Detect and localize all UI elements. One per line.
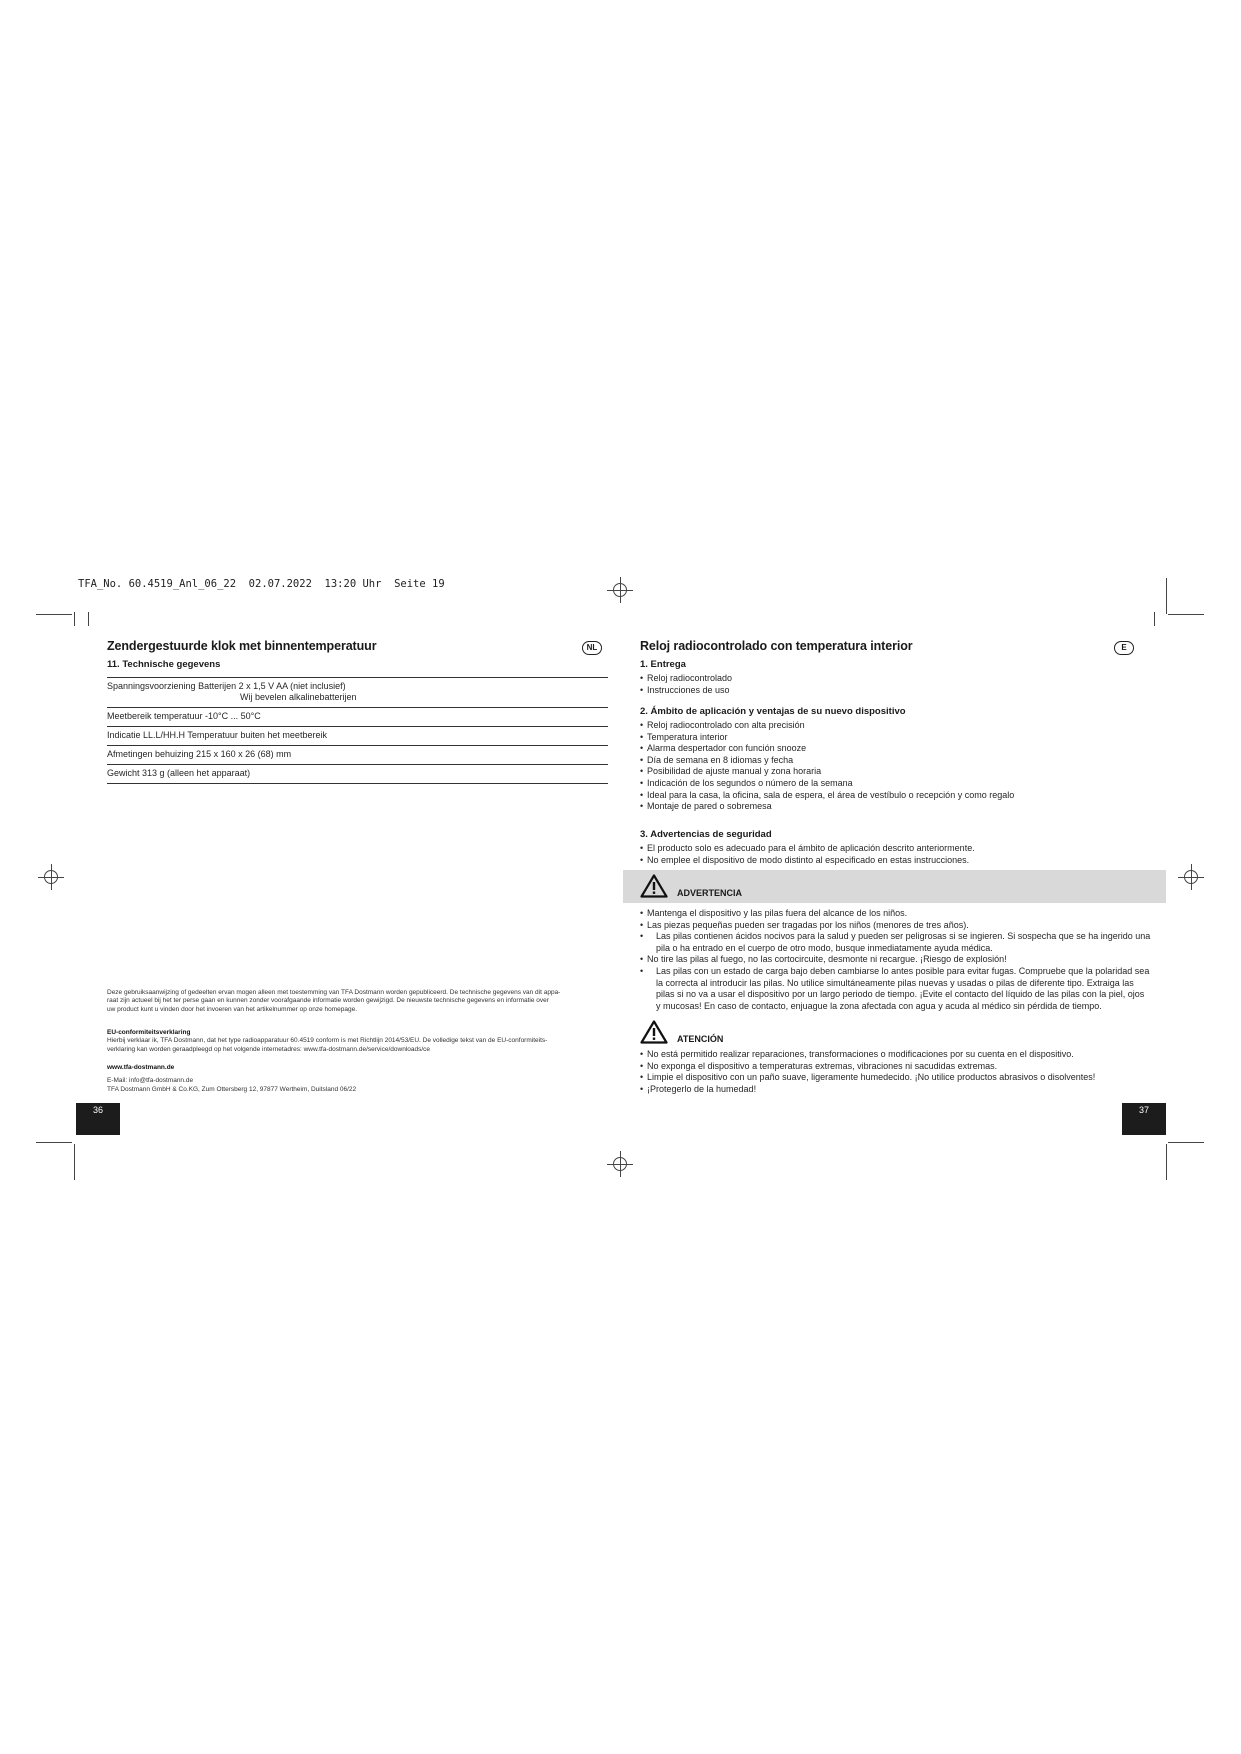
left-page-title: Zendergestuurde klok met binnentemperatuur [107, 639, 377, 653]
registration-mark [38, 864, 64, 890]
list-item: • Alarma despertador con función snooze [640, 743, 1014, 755]
list-item-text: • Las pilas con un estado de carga bajo deben cambiarse lo antes posible para evitar fugas. Compruebe que la polaridad sea [656, 965, 1150, 976]
warning-banner [623, 870, 1166, 903]
language-badge-e: E [1114, 641, 1134, 655]
delivery-list [640, 673, 732, 696]
legal-notice-line: Deze gebruiksaanwijzing of gedeelten ervan mogen alleen met toestemming van TFA Dostmann worden gepubliceerd. De technische gegevens van dit appa- [107, 989, 561, 996]
crop-mark [1166, 578, 1167, 614]
list-item-text: Las piezas pequeñas pueden ser tragadas por los niños (menores de tres años). [647, 919, 969, 930]
list-item [640, 966, 1170, 1012]
eu-declaration-line: verklaring kan worden geraadpleegd op het volgende internetadres: www.tfa-dostmann.de/service/downloads/ce [107, 1045, 431, 1053]
list-item: • Temperatura interior [640, 732, 1014, 744]
section-title-delivery: 1. Entrega [640, 659, 686, 670]
list-item: • El producto solo es adecuado para el ámbito de aplicación descrito anteriormente. [640, 843, 975, 855]
page-number-right: 37 [1122, 1103, 1166, 1135]
list-item: • Posibilidad de ajuste manual y zona horaria [640, 766, 1014, 778]
table-row [107, 726, 608, 745]
table-row [107, 707, 608, 726]
list-item: • Día de semana en 8 idiomas y fecha [640, 755, 1014, 767]
warning-label: ADVERTENCIA [677, 888, 743, 898]
crop-mark [74, 1144, 75, 1180]
crop-mark [88, 612, 89, 626]
list-item: • ¡Protegerlo de la humedad! [640, 1084, 1170, 1096]
list-item [640, 920, 1170, 932]
list-item-text: • Las pilas contienen ácidos nocivos para la salud y pueden ser peligrosas si se ingieren. Si sospecha que se ha ingerido una [656, 931, 1151, 942]
list-item [640, 931, 1170, 954]
features-list [640, 720, 1014, 813]
list-item-text: pilas si no va a usar el dispositivo por un largo periodo de tiempo. ¡Evite el contacto del líquido de las pilas con la piel, ojos [656, 989, 1145, 1000]
list-item-text: No tire las pilas al fuego, no las cortocircuite, desmonte ni recargue. ¡Riesgo de explosión! [647, 954, 1007, 965]
crop-mark [36, 614, 72, 615]
table-cell: Wij bevelen alkalinebatterijen [240, 692, 357, 702]
warning-triangle-icon [640, 874, 668, 898]
table-row [107, 764, 608, 784]
list-item-text: pila o ha entrado en el cuerpo de otro modo, busque inmediatamente ayuda médica. [656, 942, 993, 953]
technical-data-table [107, 677, 608, 784]
legal-notice-line: uw product kunt u vinden door het invoeren van het artikelnummer op onze homepage. [107, 1005, 358, 1013]
list-item: • Reloj radiocontrolado [640, 673, 732, 685]
registration-mark [607, 577, 633, 603]
list-item: • No está permitido realizar reparaciones, transformaciones o modificaciones por su cuenta en el dispositivo. [640, 1049, 1170, 1061]
caution-label: ATENCIÓN [677, 1034, 724, 1044]
crop-mark [1154, 612, 1155, 626]
section-title-scope: 2. Ámbito de aplicación y ventajas de su nuevo dispositivo [640, 706, 906, 717]
table-row [107, 745, 608, 764]
website-text: www.tfa-dostmann.de [107, 1064, 175, 1071]
list-item-text: la correcta al introducir las pilas. No utilice simultáneamente pilas nuevas y usadas o pilas de diferente tipo. Extraiga las [656, 977, 1134, 988]
crop-mark [1168, 1142, 1204, 1143]
table-cell: Afmetingen behuizing 215 x 160 x 26 (68) mm [107, 749, 292, 759]
page-number-left: 36 [76, 1103, 120, 1135]
list-item: • Ideal para la casa, la oficina, sala de espera, el área de vestíbulo o recepción y como regalo [640, 790, 1014, 802]
print-slug: TFA_No. 60.4519_Anl_06_22 02.07.2022 13:20 Uhr Seite 19 [78, 578, 445, 590]
legal-notice-line: raat zijn actueel bij het ter perse gaan en kunnen zonder voorafgaande informatie worden gewijzigd. De nieuwste technische gegevens en informatie over [107, 997, 549, 1005]
right-page-title: Reloj radiocontrolado con temperatura interior [640, 639, 913, 653]
caution-list [640, 1049, 1170, 1095]
eu-declaration [107, 1029, 607, 1054]
list-item: • Montaje de pared o sobremesa [640, 801, 1014, 813]
table-cell: Meetbereik temperatuur -10°C ... 50°C [107, 711, 261, 721]
registration-mark [1178, 864, 1204, 890]
safety-list [640, 843, 975, 866]
eu-declaration-line: Hierbij verklaar ik, TFA Dostmann, dat het type radioapparatuur 60.4519 conform is met Richtlijn 2014/53/EU. De volledige tekst van de EU-conformiteits- [107, 1037, 548, 1045]
crop-mark [36, 1142, 72, 1143]
list-item-text: y mucosas! En caso de contacto, enjuague la zona afectada con agua y acuda al médico sin pérdida de tiempo. [656, 1000, 1102, 1011]
list-item: • Instrucciones de uso [640, 685, 732, 697]
warning-list [640, 908, 1170, 1012]
section-title-technical-data: 11. Technische gegevens [107, 659, 221, 670]
registration-mark [607, 1151, 633, 1177]
language-badge-nl: NL [582, 641, 602, 655]
table-cell: Spanningsvoorziening Batterijen 2 x 1,5 V AA (niet inclusief) [107, 681, 346, 691]
list-item: • No emplee el dispositivo de modo distinto al especificado en estas instrucciones. [640, 855, 975, 867]
section-title-safety: 3. Advertencias de seguridad [640, 829, 772, 840]
crop-mark [1168, 614, 1204, 615]
caution-triangle-icon [640, 1020, 668, 1044]
website-link[interactable] [107, 1064, 174, 1072]
table-row [107, 677, 608, 707]
legal-notice [107, 989, 607, 1014]
list-item [640, 908, 1170, 920]
company-address: TFA Dostmann GmbH & Co.KG, Zum Ottersberg 12, 97877 Wertheim, Duitsland 06/22 [107, 1086, 357, 1093]
email-address[interactable]: E-Mail: info@tfa-dostmann.de [107, 1077, 194, 1084]
table-cell: Indicatie LL.L/HH.H Temperatuur buiten het meetbereik [107, 730, 327, 740]
table-cell: Gewicht 313 g (alleen het apparaat) [107, 768, 251, 778]
eu-declaration-title: EU-conformiteitsverklaring [107, 1029, 191, 1036]
list-item [640, 954, 1170, 966]
list-item: • No exponga el dispositivo a temperaturas extremas, vibraciones ni sacudidas extremas. [640, 1061, 1170, 1073]
crop-mark [1166, 1144, 1167, 1180]
list-item: • Indicación de los segundos o número de la semana [640, 778, 1014, 790]
list-item-text: Mantenga el dispositivo y las pilas fuera del alcance de los niños. [647, 908, 908, 918]
list-item: • Limpie el dispositivo con un paño suave, ligeramente humedecido. ¡No utilice productos abrasivos o disolventes! [640, 1072, 1170, 1084]
crop-mark [74, 612, 75, 626]
list-item: • Reloj radiocontrolado con alta precisión [640, 720, 1014, 732]
